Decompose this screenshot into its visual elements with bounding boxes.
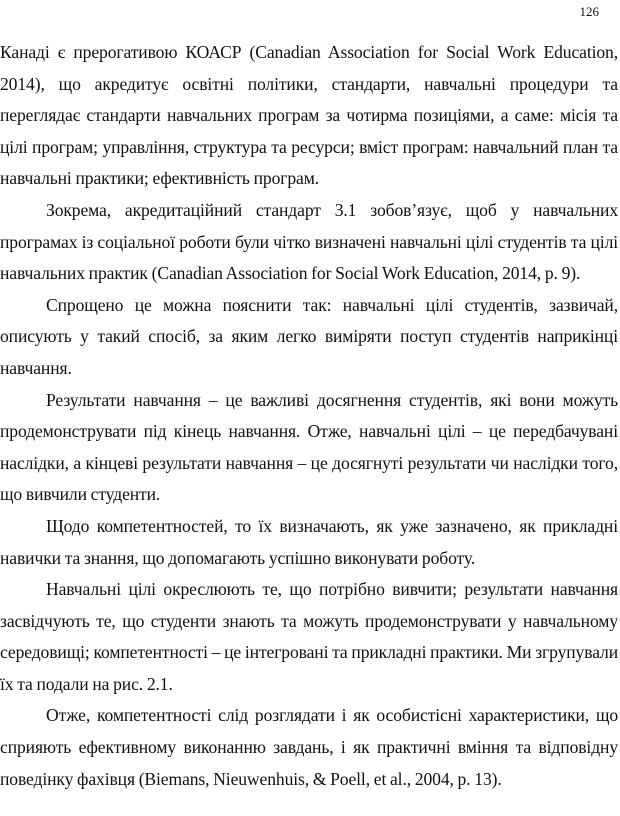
- paragraph-accreditation-body: Канаді є прерогативою КОАСР (Canadian Association for Social Work Education, 2014), що акредитує освітні політики, стандарти, навчальні процедури та переглядає стандарти навчальних програм за чотирма позиціями, а саме: місія та цілі програм; управління, структура та ресурси; вміст програм: навчальний план та навчальні практики; ефективність програм.: [0, 42, 618, 189]
- paragraph-accreditation-standard: Зокрема, акредитаційний стандарт 3.1 зобов’язує, щоб у навчальних програмах із соціальної роботи були чітко визначені навчальні цілі студентів та цілі навчальних практик (Canadian Association for Social Work Education, 2014, p. 9).: [0, 199, 618, 284]
- body-text: [0, 37, 618, 795]
- paragraph-learning-outcomes: Результати навчання – це важливі досягнення студентів, які вони можуть продемонструвати під кінець навчання. Отже, навчальні цілі – це передбачувані наслідки, а кінцеві результати навчання – це досягнуті результати чи наслідки того, що вивчили студенти.: [0, 389, 618, 505]
- page-number: 126: [579, 4, 599, 19]
- paragraph-goals-outcomes-competencies: Навчальні цілі окреслюють те, що потрібно вивчити; результати навчання засвідчують те, що студенти знають та можуть продемонструвати у навчальному середовищі; компетентності – це інтегровані та прикладні практики. Ми згрупували їх та подали на рис. 2.1.: [0, 579, 618, 694]
- paragraph-competencies-definition: Щодо компетентностей, то їх визначають, як уже зазначено, як прикладні навички та знання, що допомагають успішно виконувати роботу.: [0, 515, 618, 568]
- paragraph-learning-goals: Спрощено це можна пояснити так: навчальні цілі студентів, зазвичай, описують у такий спосіб, за яким легко виміряти поступ студентів наприкінці навчання.: [0, 294, 618, 378]
- paragraph-conclusion: Отже, компетентності слід розглядати і як особистісні характеристики, що сприяють ефективному виконанню завдань, і як практичні вміння та відповідну поведінку фахівця (Biemans, Nieuwenhuis, & Poell, et al., 2004, p. 13).: [0, 705, 618, 789]
